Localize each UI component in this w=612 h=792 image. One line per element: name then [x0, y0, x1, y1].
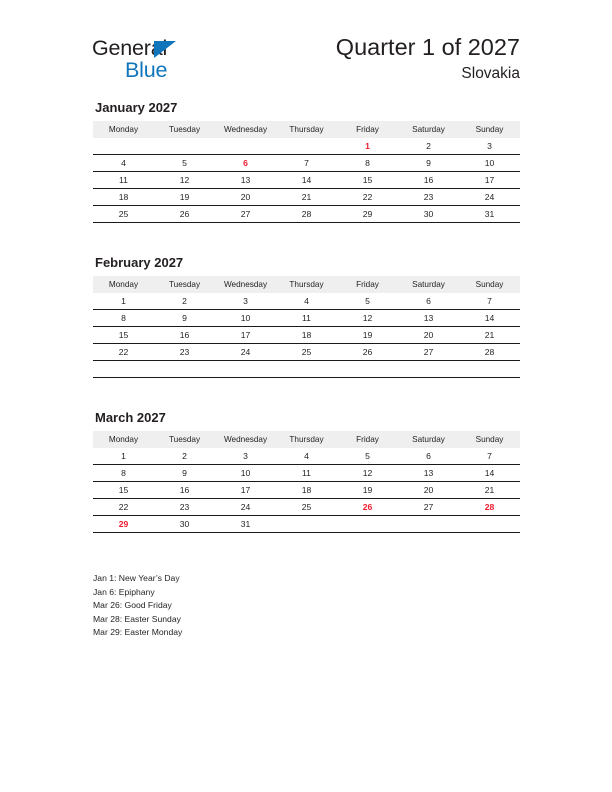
week-row: [93, 448, 520, 465]
day-cell: 12: [154, 172, 215, 189]
day-cell: 10: [215, 310, 276, 327]
day-cell: 6: [398, 448, 459, 465]
weekday-header-wednesday: Wednesday: [215, 121, 276, 138]
weekday-header-thursday: Thursday: [276, 431, 337, 448]
day-cell: 14: [276, 172, 337, 189]
day-cell: 17: [215, 482, 276, 499]
day-cell-empty: [154, 361, 215, 378]
month-weeks-body: [93, 293, 520, 378]
week-row: [93, 482, 520, 499]
day-cell: 20: [398, 327, 459, 344]
day-cell: 19: [154, 189, 215, 206]
weekday-header-thursday: Thursday: [276, 276, 337, 293]
weekday-header-monday: Monday: [93, 431, 154, 448]
day-cell: 5: [154, 155, 215, 172]
weekday-header-sunday: Sunday: [459, 121, 520, 138]
day-cell-empty: [459, 516, 520, 533]
day-cell: 5: [337, 448, 398, 465]
day-cell: 8: [93, 310, 154, 327]
day-cell: 5: [337, 293, 398, 310]
weekday-header-friday: Friday: [337, 276, 398, 293]
day-cell: 23: [154, 499, 215, 516]
week-row: [93, 327, 520, 344]
week-row: [93, 138, 520, 155]
month-calendar-table: [93, 431, 520, 533]
day-cell: 27: [398, 344, 459, 361]
weekday-header-wednesday: Wednesday: [215, 431, 276, 448]
week-row: [93, 172, 520, 189]
day-cell: 18: [276, 327, 337, 344]
day-cell: 9: [154, 310, 215, 327]
holiday-legend-item: Mar 29: Easter Monday: [93, 627, 183, 638]
day-cell: 15: [337, 172, 398, 189]
day-cell: 24: [215, 344, 276, 361]
day-cell: 27: [398, 499, 459, 516]
day-cell: 25: [93, 206, 154, 223]
day-cell: 4: [276, 293, 337, 310]
weekday-header-friday: Friday: [337, 431, 398, 448]
day-cell: 15: [93, 482, 154, 499]
day-cell: 24: [459, 189, 520, 206]
weekday-header-row: [93, 431, 520, 448]
day-cell-empty: [93, 138, 154, 155]
country-subtitle: Slovakia: [461, 65, 520, 82]
day-cell: 21: [459, 327, 520, 344]
day-cell: 30: [154, 516, 215, 533]
month-block-march: [93, 410, 520, 533]
day-cell: 13: [398, 310, 459, 327]
week-row: [93, 155, 520, 172]
month-calendar-table: [93, 121, 520, 223]
day-cell: 1: [93, 293, 154, 310]
logo-word-blue: Blue: [125, 58, 168, 82]
weekday-header-sunday: Sunday: [459, 276, 520, 293]
day-cell: 14: [459, 310, 520, 327]
day-cell: 29: [337, 206, 398, 223]
day-cell: 12: [337, 310, 398, 327]
day-cell: 6: [398, 293, 459, 310]
weekday-header-monday: Monday: [93, 276, 154, 293]
day-cell: 22: [337, 189, 398, 206]
day-cell: 3: [459, 138, 520, 155]
day-cell: 13: [215, 172, 276, 189]
day-cell: 2: [398, 138, 459, 155]
weekday-header-row: [93, 276, 520, 293]
day-cell-empty: [459, 361, 520, 378]
day-cell-empty: [93, 361, 154, 378]
day-cell: 25: [276, 344, 337, 361]
day-cell: 25: [276, 499, 337, 516]
week-row: [93, 516, 520, 533]
day-cell: 17: [215, 327, 276, 344]
weekday-header-saturday: Saturday: [398, 276, 459, 293]
month-title: January 2027: [95, 100, 178, 115]
day-cell: 23: [398, 189, 459, 206]
weekday-header-sunday: Sunday: [459, 431, 520, 448]
day-cell: 28: [459, 344, 520, 361]
week-row-filler: [93, 361, 520, 378]
title-block: [336, 33, 520, 84]
day-cell: 11: [276, 310, 337, 327]
month-title: February 2027: [95, 255, 184, 270]
day-cell: 22: [93, 499, 154, 516]
day-cell: 17: [459, 172, 520, 189]
holiday-legend-item: Jan 1: New Year’s Day: [93, 573, 180, 583]
day-cell: 16: [154, 482, 215, 499]
weekday-header-saturday: Saturday: [398, 121, 459, 138]
week-row: [93, 499, 520, 516]
day-cell: 27: [215, 206, 276, 223]
weekday-header-row: [93, 121, 520, 138]
day-cell-empty: [337, 516, 398, 533]
holiday-legend-item: Mar 26: Good Friday: [93, 600, 172, 611]
day-cell: 31: [459, 206, 520, 223]
day-cell-empty: [398, 516, 459, 533]
day-cell: 4: [93, 155, 154, 172]
week-row: [93, 310, 520, 327]
day-cell: 14: [459, 465, 520, 482]
day-cell-empty: [154, 138, 215, 155]
month-weeks-body: [93, 448, 520, 533]
week-row: [93, 465, 520, 482]
day-cell: 7: [459, 448, 520, 465]
day-cell: 3: [215, 448, 276, 465]
day-cell: 18: [276, 482, 337, 499]
month-calendar-table: [93, 276, 520, 378]
month-block-february: [93, 255, 520, 378]
day-cell: 19: [337, 327, 398, 344]
week-row: [93, 189, 520, 206]
day-cell-holiday: 29: [93, 516, 154, 533]
day-cell: 13: [398, 465, 459, 482]
day-cell: 7: [276, 155, 337, 172]
day-cell-empty: [276, 138, 337, 155]
week-row: [93, 293, 520, 310]
day-cell: 15: [93, 327, 154, 344]
day-cell: 23: [154, 344, 215, 361]
day-cell-empty: [398, 361, 459, 378]
blue-triangle-icon: [154, 41, 176, 58]
day-cell-empty: [276, 361, 337, 378]
month-block-january: [93, 100, 520, 223]
week-row: [93, 206, 520, 223]
weekday-header-tuesday: Tuesday: [154, 276, 215, 293]
day-cell: 8: [93, 465, 154, 482]
logo-word-general: General: [92, 36, 168, 60]
day-cell-empty: [337, 361, 398, 378]
day-cell-holiday: 28: [459, 499, 520, 516]
day-cell: 2: [154, 448, 215, 465]
page-title: Quarter 1 of 2027: [335, 34, 520, 60]
day-cell: 30: [398, 206, 459, 223]
weekday-header-saturday: Saturday: [398, 431, 459, 448]
day-cell: 3: [215, 293, 276, 310]
holiday-legend: [93, 572, 393, 640]
day-cell: 11: [93, 172, 154, 189]
day-cell-holiday: 26: [337, 499, 398, 516]
day-cell: 19: [337, 482, 398, 499]
day-cell: 26: [337, 344, 398, 361]
day-cell: 10: [459, 155, 520, 172]
month-weeks-body: [93, 138, 520, 223]
week-row: [93, 344, 520, 361]
day-cell: 4: [276, 448, 337, 465]
weekday-header-wednesday: Wednesday: [215, 276, 276, 293]
brand-logo: [92, 36, 272, 86]
day-cell: 20: [398, 482, 459, 499]
day-cell: 12: [337, 465, 398, 482]
weekday-header-thursday: Thursday: [276, 121, 337, 138]
day-cell: 21: [459, 482, 520, 499]
day-cell-holiday: 1: [337, 138, 398, 155]
day-cell: 24: [215, 499, 276, 516]
weekday-header-tuesday: Tuesday: [154, 431, 215, 448]
month-title: March 2027: [95, 410, 166, 425]
weekday-header-friday: Friday: [337, 121, 398, 138]
day-cell: 11: [276, 465, 337, 482]
day-cell: 7: [459, 293, 520, 310]
day-cell: 26: [154, 206, 215, 223]
day-cell: 18: [93, 189, 154, 206]
day-cell-holiday: 6: [215, 155, 276, 172]
day-cell: 1: [93, 448, 154, 465]
page-header: [0, 0, 612, 96]
day-cell-empty: [276, 516, 337, 533]
day-cell: 21: [276, 189, 337, 206]
day-cell: 20: [215, 189, 276, 206]
holiday-legend-item: Jan 6: Epiphany: [93, 586, 155, 597]
day-cell: 8: [337, 155, 398, 172]
day-cell: 16: [154, 327, 215, 344]
day-cell: 10: [215, 465, 276, 482]
day-cell: 9: [398, 155, 459, 172]
day-cell: 16: [398, 172, 459, 189]
day-cell-empty: [215, 138, 276, 155]
day-cell: 2: [154, 293, 215, 310]
weekday-header-monday: Monday: [93, 121, 154, 138]
weekday-header-tuesday: Tuesday: [154, 121, 215, 138]
day-cell: 28: [276, 206, 337, 223]
day-cell: 9: [154, 465, 215, 482]
day-cell-empty: [215, 361, 276, 378]
day-cell: 22: [93, 344, 154, 361]
day-cell: 31: [215, 516, 276, 533]
holiday-legend-item: Mar 28: Easter Sunday: [93, 613, 181, 624]
